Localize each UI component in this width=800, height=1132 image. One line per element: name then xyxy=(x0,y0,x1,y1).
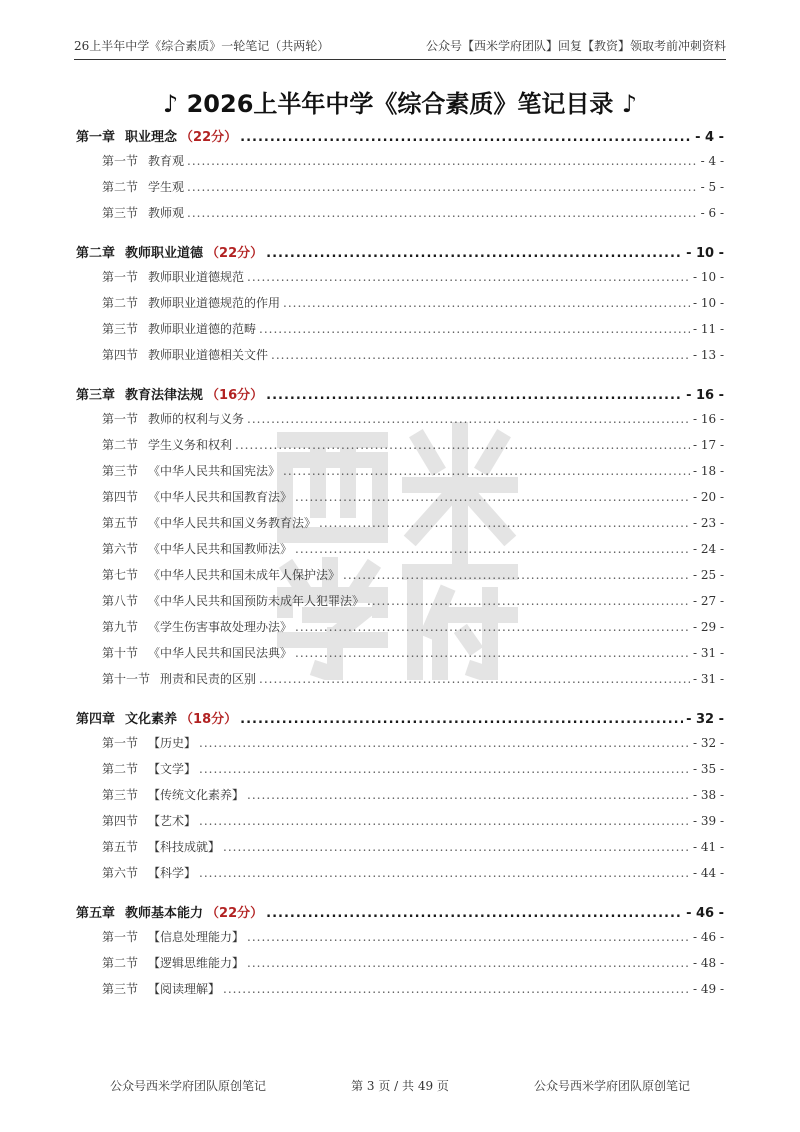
section-number: 第五节 xyxy=(102,840,139,854)
section-title: 【科技成就】 xyxy=(148,840,221,854)
leader-dots xyxy=(247,270,690,284)
leader-dots xyxy=(259,322,690,336)
leader-dots xyxy=(247,930,690,944)
section-number: 第十一节 xyxy=(102,672,151,686)
toc-section-row[interactable] xyxy=(76,618,724,644)
section-page-number: - 13 - xyxy=(692,348,724,362)
section-page-number: - 41 - xyxy=(692,840,724,854)
section-title: 【文学】 xyxy=(148,762,197,776)
section-page-number: - 44 - xyxy=(692,866,724,880)
chapter-page-number: - 4 - xyxy=(695,130,724,145)
leader-dots xyxy=(235,438,690,452)
section-number: 第三节 xyxy=(102,206,139,220)
section-page-number: - 32 - xyxy=(692,736,724,750)
leader-dots xyxy=(199,762,690,776)
section-number: 第一节 xyxy=(102,736,139,750)
leader-dots xyxy=(223,982,690,996)
section-page-number: - 23 - xyxy=(692,516,724,530)
footer-page-indicator: 第 3 页 / 共 49 页 xyxy=(351,1079,449,1093)
section-number: 第三节 xyxy=(102,982,139,996)
footer-left-text: 公众号西米学府团队原创笔记 xyxy=(110,1079,267,1093)
leader-dots xyxy=(199,866,690,880)
section-number: 第五节 xyxy=(102,516,139,530)
chapter-number: 第二章 xyxy=(76,246,116,261)
section-number: 第二节 xyxy=(102,438,139,452)
section-title: 教师的权利与义务 xyxy=(148,412,245,426)
toc-section-row[interactable] xyxy=(76,346,724,372)
leader-dots xyxy=(187,180,698,194)
section-number: 第二节 xyxy=(102,762,139,776)
toc-section-row[interactable] xyxy=(76,980,724,1006)
toc-section-row[interactable] xyxy=(76,268,724,294)
chapter-points: （18分） xyxy=(180,712,238,727)
section-title: 《中华人民共和国教育法》 xyxy=(148,490,293,504)
section-number: 第七节 xyxy=(102,568,139,582)
chapter-title: 教育法律法规 xyxy=(125,388,204,403)
chapter-title: 职业理念 xyxy=(125,130,178,145)
toc-section-row[interactable] xyxy=(76,734,724,760)
toc-section-row[interactable] xyxy=(76,294,724,320)
section-page-number: - 35 - xyxy=(692,762,724,776)
section-number: 第一节 xyxy=(102,412,139,426)
toc-section-row[interactable] xyxy=(76,838,724,864)
chapter-number: 第一章 xyxy=(76,130,116,145)
section-title: 《中华人民共和国未成年人保护法》 xyxy=(148,568,341,582)
leader-dots xyxy=(240,130,692,145)
section-title: 教育观 xyxy=(148,154,185,168)
section-title: 教师职业道德的范畴 xyxy=(148,322,257,336)
section-page-number: - 10 - xyxy=(692,296,724,310)
leader-dots xyxy=(367,594,690,608)
toc-chapter-row[interactable] xyxy=(76,126,724,152)
section-title: 《中华人民共和国民法典》 xyxy=(148,646,293,660)
page-header xyxy=(74,37,726,60)
toc-section-row[interactable] xyxy=(76,462,724,488)
section-page-number: - 46 - xyxy=(692,930,724,944)
leader-dots xyxy=(247,412,690,426)
chapter-number: 第三章 xyxy=(76,388,116,403)
footer-right-text: 公众号西米学府团队原创笔记 xyxy=(533,1079,690,1093)
chapter-page-number: - 16 - xyxy=(686,388,724,403)
toc-section-row[interactable] xyxy=(76,592,724,618)
section-page-number: - 31 - xyxy=(692,646,724,660)
leader-dots xyxy=(266,246,683,261)
section-title: 《中华人民共和国预防未成年人犯罪法》 xyxy=(148,594,365,608)
leader-dots xyxy=(295,646,690,660)
section-title: 【阅读理解】 xyxy=(148,982,221,996)
section-number: 第一节 xyxy=(102,154,139,168)
toc-chapter-row[interactable] xyxy=(76,384,724,410)
section-title: 【艺术】 xyxy=(148,814,197,828)
section-title: 教师职业道德规范的作用 xyxy=(148,296,281,310)
leader-dots xyxy=(283,296,690,310)
section-page-number: - 5 - xyxy=(700,180,724,194)
toc-section-row[interactable] xyxy=(76,928,724,954)
section-title: 《学生伤害事故处理办法》 xyxy=(148,620,293,634)
section-page-number: - 16 - xyxy=(692,412,724,426)
section-number: 第九节 xyxy=(102,620,139,634)
section-title: 【传统文化素养】 xyxy=(148,788,245,802)
section-page-number: - 10 - xyxy=(692,270,724,284)
section-title: 《中华人民共和国义务教育法》 xyxy=(148,516,317,530)
leader-dots xyxy=(266,388,683,403)
toc-section-row[interactable] xyxy=(76,488,724,514)
section-page-number: - 31 - xyxy=(692,672,724,686)
leader-dots xyxy=(319,516,690,530)
section-number: 第二节 xyxy=(102,180,139,194)
section-number: 第四节 xyxy=(102,348,139,362)
section-title: 【信息处理能力】 xyxy=(148,930,245,944)
leader-dots xyxy=(199,814,690,828)
toc-chapter-row[interactable] xyxy=(76,708,724,734)
toc-section-row[interactable] xyxy=(76,760,724,786)
section-number: 第八节 xyxy=(102,594,139,608)
leader-dots xyxy=(187,206,698,220)
section-number: 第十节 xyxy=(102,646,139,660)
leader-dots xyxy=(295,620,690,634)
section-page-number: - 6 - xyxy=(700,206,724,220)
section-page-number: - 38 - xyxy=(692,788,724,802)
toc-chapter-row[interactable] xyxy=(76,902,724,928)
toc-section-row[interactable] xyxy=(76,204,724,230)
chapter-title: 教师职业道德 xyxy=(125,246,204,261)
section-number: 第六节 xyxy=(102,866,139,880)
section-number: 第三节 xyxy=(102,788,139,802)
leader-dots xyxy=(247,788,690,802)
toc-section-row[interactable] xyxy=(76,410,724,436)
section-title: 《中华人民共和国宪法》 xyxy=(148,464,281,478)
leader-dots xyxy=(223,840,690,854)
toc-section-row[interactable] xyxy=(76,152,724,178)
page-title: ♪ 2026上半年中学《综合素质》笔记目录 ♪ xyxy=(162,90,638,118)
section-page-number: - 39 - xyxy=(692,814,724,828)
section-number: 第三节 xyxy=(102,464,139,478)
toc-section-row[interactable] xyxy=(76,786,724,812)
toc-section-row[interactable] xyxy=(76,644,724,670)
leader-dots xyxy=(187,154,698,168)
section-number: 第二节 xyxy=(102,956,139,970)
section-page-number: - 48 - xyxy=(692,956,724,970)
chapter-page-number: - 32 - xyxy=(686,712,724,727)
chapter-points: （22分） xyxy=(206,906,264,921)
leader-dots xyxy=(295,542,690,556)
toc-section-row[interactable] xyxy=(76,436,724,462)
section-title: 学生观 xyxy=(148,180,185,194)
leader-dots xyxy=(271,348,690,362)
toc-section-row[interactable] xyxy=(76,670,724,696)
chapter-page-number: - 46 - xyxy=(686,906,724,921)
chapter-points: （16分） xyxy=(206,388,264,403)
section-page-number: - 18 - xyxy=(692,464,724,478)
section-title: 【科学】 xyxy=(148,866,197,880)
section-page-number: - 27 - xyxy=(692,594,724,608)
section-page-number: - 24 - xyxy=(692,542,724,556)
page-footer xyxy=(110,1077,690,1094)
section-title: 【逻辑思维能力】 xyxy=(148,956,245,970)
chapter-page-number: - 10 - xyxy=(686,246,724,261)
leader-dots xyxy=(199,736,690,750)
section-title: 刑责和民责的区别 xyxy=(160,672,257,686)
leader-dots xyxy=(283,464,690,478)
section-number: 第二节 xyxy=(102,296,139,310)
section-title: 学生义务和权利 xyxy=(148,438,233,452)
toc-section-row[interactable] xyxy=(76,514,724,540)
section-page-number: - 4 - xyxy=(700,154,724,168)
leader-dots xyxy=(240,712,683,727)
chapter-title: 教师基本能力 xyxy=(125,906,204,921)
section-page-number: - 49 - xyxy=(692,982,724,996)
toc-section-row[interactable] xyxy=(76,320,724,346)
header-left-text: 26上半年中学《综合素质》一轮笔记（共两轮） xyxy=(74,39,330,53)
toc-section-row[interactable] xyxy=(76,540,724,566)
leader-dots xyxy=(247,956,690,970)
section-title: 【历史】 xyxy=(148,736,197,750)
section-number: 第四节 xyxy=(102,490,139,504)
toc-section-row[interactable] xyxy=(76,954,724,980)
section-title: 《中华人民共和国教师法》 xyxy=(148,542,293,556)
chapter-number: 第五章 xyxy=(76,906,116,921)
section-number: 第四节 xyxy=(102,814,139,828)
leader-dots xyxy=(266,906,683,921)
section-number: 第六节 xyxy=(102,542,139,556)
toc-section-row[interactable] xyxy=(76,178,724,204)
toc-section-row[interactable] xyxy=(76,812,724,838)
section-page-number: - 11 - xyxy=(692,322,724,336)
section-page-number: - 20 - xyxy=(692,490,724,504)
section-page-number: - 29 - xyxy=(692,620,724,634)
table-of-contents xyxy=(76,124,724,1006)
section-title: 教师观 xyxy=(148,206,185,220)
chapter-title: 文化素养 xyxy=(125,712,178,727)
chapter-number: 第四章 xyxy=(76,712,116,727)
toc-section-row[interactable] xyxy=(76,864,724,890)
section-number: 第一节 xyxy=(102,270,139,284)
leader-dots xyxy=(295,490,690,504)
leader-dots xyxy=(259,672,690,686)
header-right-text: 公众号【西米学府团队】回复【教资】领取考前冲刺资料 xyxy=(425,39,726,53)
chapter-points: （22分） xyxy=(206,246,264,261)
toc-chapter-row[interactable] xyxy=(76,242,724,268)
section-title: 教师职业道德相关文件 xyxy=(148,348,269,362)
leader-dots xyxy=(343,568,690,582)
section-page-number: - 25 - xyxy=(692,568,724,582)
chapter-points: （22分） xyxy=(180,130,238,145)
section-number: 第三节 xyxy=(102,322,139,336)
section-title: 教师职业道德规范 xyxy=(148,270,245,284)
section-page-number: - 17 - xyxy=(692,438,724,452)
toc-section-row[interactable] xyxy=(76,566,724,592)
section-number: 第一节 xyxy=(102,930,139,944)
